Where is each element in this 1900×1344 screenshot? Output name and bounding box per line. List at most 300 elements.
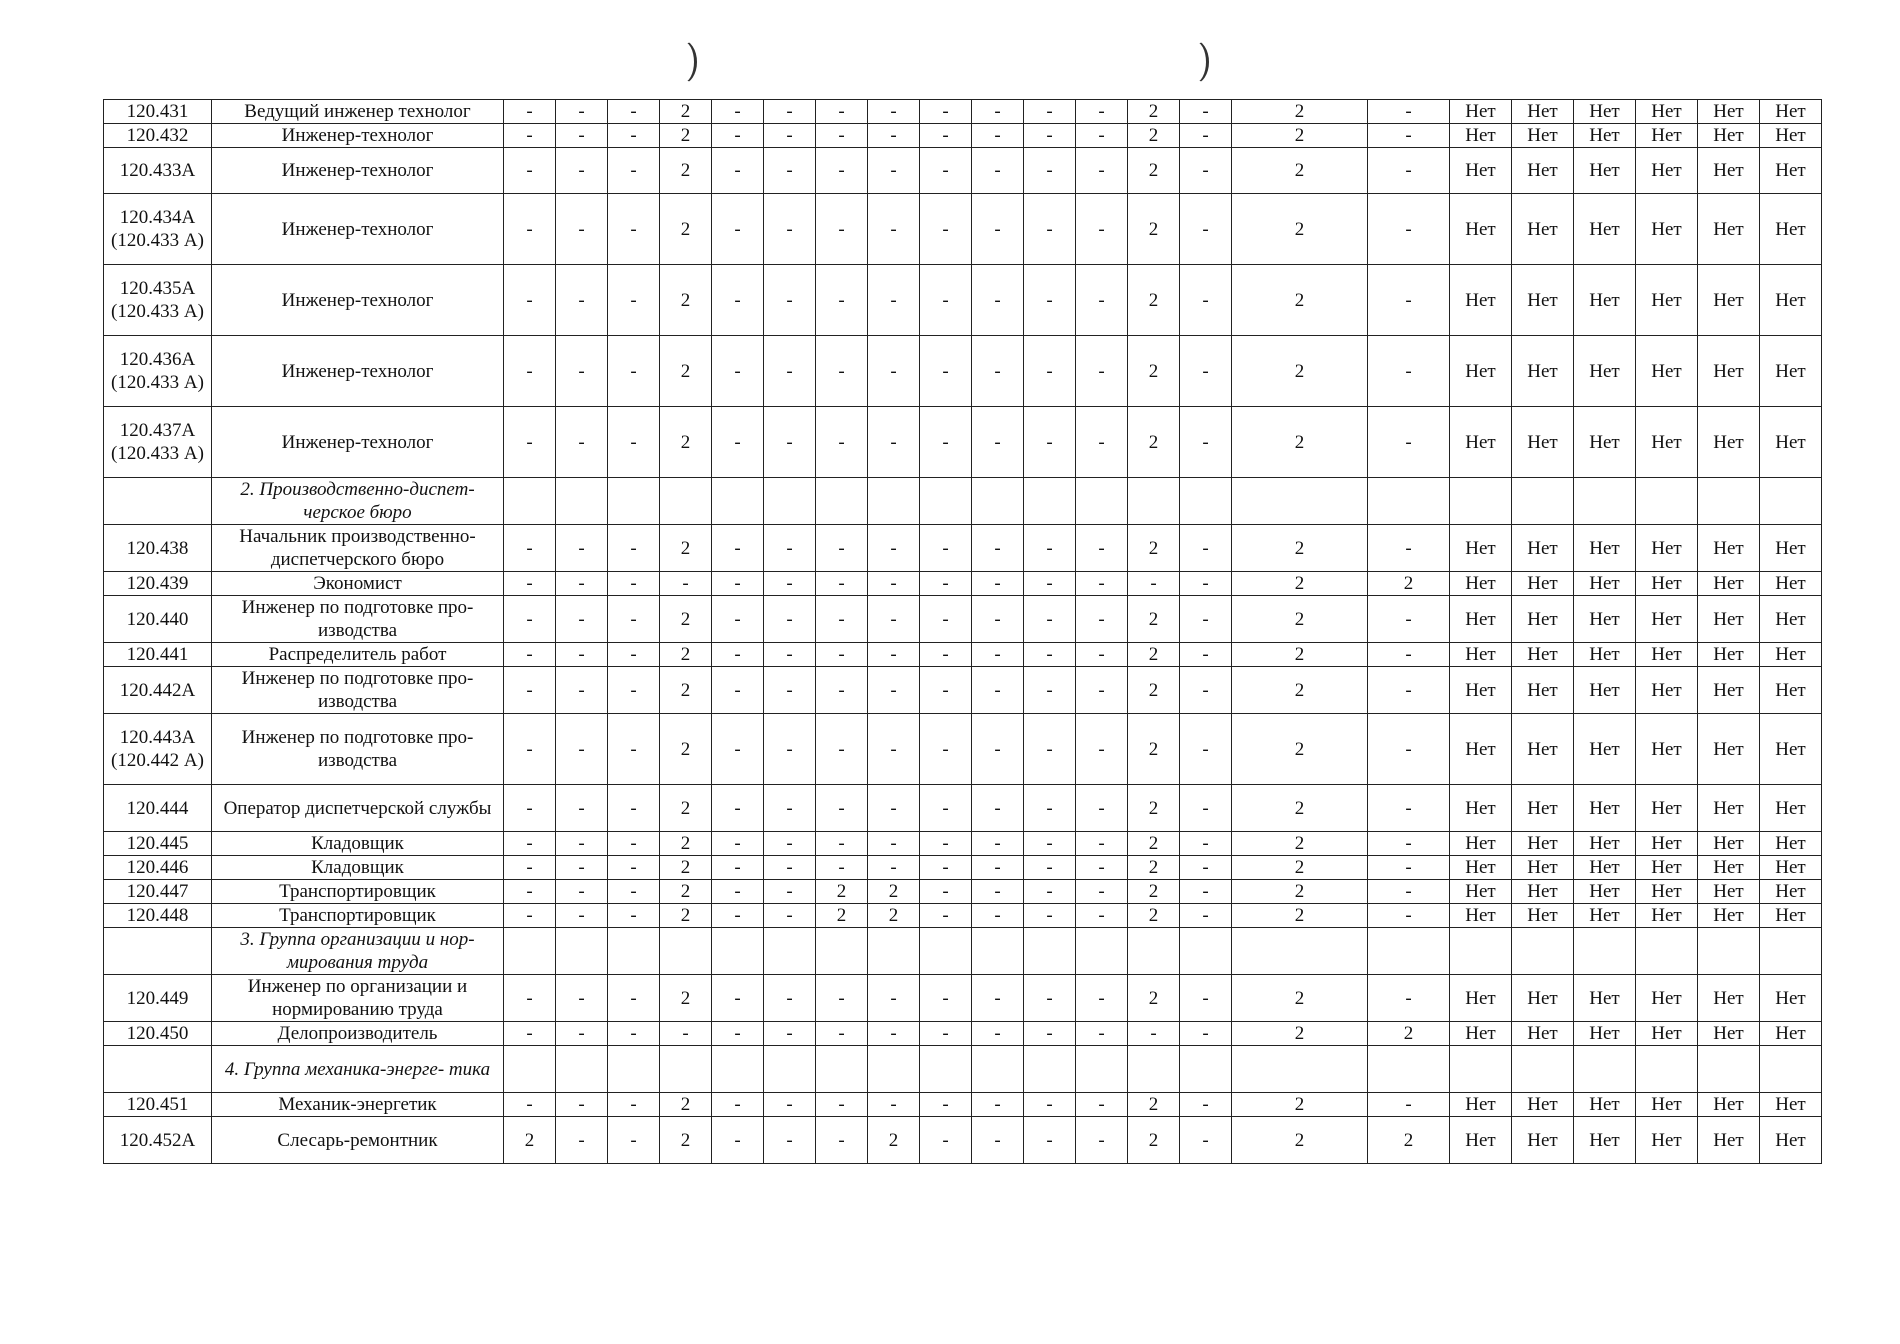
factor-class-cell: - [920, 100, 972, 124]
factor-class-cell: - [868, 714, 920, 785]
guarantee-cell: Нет [1760, 714, 1822, 785]
factor-class-cell: - [972, 643, 1024, 667]
factor-class-cell: 2 [660, 596, 712, 643]
factor-class-cell: - [1024, 880, 1076, 904]
factor-class-cell: - [1128, 1022, 1180, 1046]
factor-class-cell: 2 [1232, 1117, 1368, 1164]
factor-class-cell: - [608, 714, 660, 785]
factor-class-cell: - [1076, 265, 1128, 336]
factor-class-cell: - [920, 643, 972, 667]
factor-class-cell: - [504, 100, 556, 124]
factor-class-cell: - [1024, 525, 1076, 572]
guarantee-cell: Нет [1698, 643, 1760, 667]
guarantee-cell: Нет [1574, 407, 1636, 478]
factor-class-cell [712, 928, 764, 975]
factor-class-cell: - [504, 785, 556, 832]
factor-class-cell: 2 [1232, 265, 1368, 336]
guarantee-cell: Нет [1698, 832, 1760, 856]
position-name-cell: Начальник производственно- диспетчерского бюро [212, 525, 504, 572]
guarantee-cell: Нет [1450, 832, 1512, 856]
factor-class-cell [504, 478, 556, 525]
factor-class-cell: - [712, 572, 764, 596]
factor-class-cell [608, 478, 660, 525]
factor-class-cell: - [972, 832, 1024, 856]
workplace-code-cell: 120.444 [104, 785, 212, 832]
guarantee-cell: Нет [1574, 714, 1636, 785]
guarantee-cell: Нет [1574, 667, 1636, 714]
guarantee-cell: Нет [1636, 667, 1698, 714]
factor-class-cell: - [712, 336, 764, 407]
factor-class-cell: 2 [1232, 100, 1368, 124]
factor-class-cell: - [712, 904, 764, 928]
factor-class-cell: - [556, 714, 608, 785]
factor-class-cell: - [712, 148, 764, 194]
factor-class-cell: - [868, 407, 920, 478]
factor-class-cell: - [608, 1117, 660, 1164]
factor-class-cell [504, 928, 556, 975]
guarantee-cell [1450, 478, 1512, 525]
guarantee-cell: Нет [1512, 148, 1574, 194]
factor-class-cell: - [1024, 572, 1076, 596]
guarantee-cell: Нет [1698, 148, 1760, 194]
factor-class-cell: - [764, 975, 816, 1022]
guarantee-cell: Нет [1636, 904, 1698, 928]
factor-class-cell: - [1180, 785, 1232, 832]
factor-class-cell: - [504, 336, 556, 407]
factor-class-cell: - [920, 1022, 972, 1046]
factor-class-cell [1024, 928, 1076, 975]
guarantee-cell [1512, 928, 1574, 975]
factor-class-cell: - [608, 100, 660, 124]
factor-class-cell: - [764, 1117, 816, 1164]
table-row [104, 714, 1822, 785]
workplace-code-cell: 120.445 [104, 832, 212, 856]
factor-class-cell: - [1076, 407, 1128, 478]
factor-class-cell: - [504, 1022, 556, 1046]
factor-class-cell [972, 1046, 1024, 1093]
factor-class-cell: - [1180, 194, 1232, 265]
factor-class-cell: - [1180, 336, 1232, 407]
factor-class-cell: - [1076, 572, 1128, 596]
guarantee-cell: Нет [1636, 407, 1698, 478]
factor-class-cell [816, 928, 868, 975]
factor-class-cell: - [608, 407, 660, 478]
factor-class-cell: - [1368, 975, 1450, 1022]
guarantee-cell [1450, 928, 1512, 975]
guarantee-cell [1636, 928, 1698, 975]
factor-class-cell: - [920, 525, 972, 572]
factor-class-cell: - [1368, 100, 1450, 124]
position-name-cell: Кладовщик [212, 856, 504, 880]
guarantee-cell [1512, 1046, 1574, 1093]
guarantee-cell: Нет [1450, 904, 1512, 928]
factor-class-cell: - [1368, 714, 1450, 785]
factor-class-cell: - [608, 643, 660, 667]
table-row [104, 667, 1822, 714]
workplace-code-cell: 120.434А (120.433 А) [104, 194, 212, 265]
factor-class-cell: - [816, 148, 868, 194]
factor-class-cell: 2 [660, 904, 712, 928]
factor-class-cell: 2 [868, 1117, 920, 1164]
factor-class-cell: 2 [660, 336, 712, 407]
table-row [104, 124, 1822, 148]
guarantee-cell: Нет [1450, 336, 1512, 407]
factor-class-cell: 2 [504, 1117, 556, 1164]
position-name-cell: Инженер-технолог [212, 265, 504, 336]
factor-class-cell: - [712, 975, 764, 1022]
guarantee-cell: Нет [1574, 525, 1636, 572]
factor-class-cell: - [972, 667, 1024, 714]
guarantee-cell: Нет [1698, 265, 1760, 336]
factor-class-cell: - [556, 265, 608, 336]
factor-class-cell: - [608, 194, 660, 265]
factor-class-cell: - [972, 194, 1024, 265]
factor-class-cell: - [556, 856, 608, 880]
factor-class-cell: - [1024, 148, 1076, 194]
factor-class-cell: - [972, 1093, 1024, 1117]
factor-class-cell: 2 [660, 1093, 712, 1117]
factor-class-cell: 2 [1368, 1117, 1450, 1164]
guarantee-cell: Нет [1636, 124, 1698, 148]
factor-class-cell: - [504, 572, 556, 596]
factor-class-cell [660, 478, 712, 525]
position-name-cell: Инженер по подготовке про- изводства [212, 714, 504, 785]
factor-class-cell: - [556, 880, 608, 904]
factor-class-cell [972, 928, 1024, 975]
workplace-code-cell: 120.452А [104, 1117, 212, 1164]
guarantee-cell: Нет [1512, 525, 1574, 572]
factor-class-cell: - [816, 336, 868, 407]
workplace-code-cell: 120.433А [104, 148, 212, 194]
factor-class-cell: - [504, 265, 556, 336]
position-name-cell: Распределитель работ [212, 643, 504, 667]
factor-class-cell: 2 [660, 667, 712, 714]
factor-class-cell: - [920, 904, 972, 928]
workplace-code-cell [104, 478, 212, 525]
guarantee-cell: Нет [1574, 100, 1636, 124]
guarantee-cell: Нет [1760, 1022, 1822, 1046]
position-name-cell: Оператор диспетчерской службы [212, 785, 504, 832]
factor-class-cell: - [1024, 1117, 1076, 1164]
guarantee-cell: Нет [1698, 1022, 1760, 1046]
factor-class-cell: - [712, 880, 764, 904]
position-name-cell: Экономист [212, 572, 504, 596]
factor-class-cell [1232, 928, 1368, 975]
position-name-cell: Ведущий инженер технолог [212, 100, 504, 124]
guarantee-cell: Нет [1760, 1093, 1822, 1117]
factor-class-cell: - [1368, 525, 1450, 572]
table-row [104, 832, 1822, 856]
factor-class-cell: - [712, 643, 764, 667]
factor-class-cell: 2 [1128, 596, 1180, 643]
factor-class-cell: - [868, 265, 920, 336]
factor-class-cell: - [1076, 785, 1128, 832]
factor-class-cell [1368, 478, 1450, 525]
factor-class-cell: 2 [660, 975, 712, 1022]
factor-class-cell [920, 928, 972, 975]
factor-class-cell: - [1076, 643, 1128, 667]
factor-class-cell: - [868, 667, 920, 714]
guarantee-cell: Нет [1698, 904, 1760, 928]
factor-class-cell [816, 1046, 868, 1093]
factor-class-cell: - [608, 148, 660, 194]
factor-class-cell: 2 [1232, 124, 1368, 148]
factor-class-cell: - [816, 714, 868, 785]
guarantee-cell [1512, 478, 1574, 525]
factor-class-cell: - [972, 100, 1024, 124]
position-name-cell: Делопроизводитель [212, 1022, 504, 1046]
factor-class-cell: - [920, 148, 972, 194]
factor-class-cell: - [764, 880, 816, 904]
guarantee-cell: Нет [1698, 407, 1760, 478]
factor-class-cell: - [1076, 1117, 1128, 1164]
section-row [104, 478, 1822, 525]
factor-class-cell [608, 928, 660, 975]
factor-class-cell: - [1024, 1093, 1076, 1117]
workplace-code-cell: 120.437А (120.433 А) [104, 407, 212, 478]
factor-class-cell [712, 1046, 764, 1093]
factor-class-cell: - [1180, 1117, 1232, 1164]
factor-class-cell: - [1024, 194, 1076, 265]
factor-class-cell: - [1180, 667, 1232, 714]
factor-class-cell: - [556, 596, 608, 643]
factor-class-cell: - [920, 1093, 972, 1117]
guarantee-cell: Нет [1698, 880, 1760, 904]
factor-class-cell: - [764, 832, 816, 856]
factor-class-cell [660, 1046, 712, 1093]
guarantee-cell: Нет [1450, 407, 1512, 478]
guarantee-cell: Нет [1760, 785, 1822, 832]
guarantee-cell: Нет [1760, 643, 1822, 667]
guarantee-cell: Нет [1574, 785, 1636, 832]
factor-class-cell: - [972, 265, 1024, 336]
factor-class-cell [764, 928, 816, 975]
guarantee-cell: Нет [1698, 124, 1760, 148]
factor-class-cell: 2 [1232, 856, 1368, 880]
factor-class-cell [1368, 928, 1450, 975]
factor-class-cell [868, 1046, 920, 1093]
guarantee-cell: Нет [1450, 856, 1512, 880]
section-title-cell: 3. Группа организации и нор- мирования труда [212, 928, 504, 975]
guarantee-cell: Нет [1636, 880, 1698, 904]
factor-class-cell: - [764, 336, 816, 407]
factor-class-cell: - [712, 100, 764, 124]
factor-class-cell: - [1024, 856, 1076, 880]
guarantee-cell [1760, 928, 1822, 975]
factor-class-cell: - [1180, 880, 1232, 904]
factor-class-cell: - [868, 785, 920, 832]
guarantee-cell: Нет [1636, 265, 1698, 336]
guarantee-cell: Нет [1574, 1093, 1636, 1117]
factor-class-cell: - [1368, 643, 1450, 667]
factor-class-cell: - [556, 785, 608, 832]
guarantee-cell: Нет [1512, 832, 1574, 856]
factor-class-cell: - [504, 904, 556, 928]
factor-class-cell: - [868, 100, 920, 124]
factor-class-cell: - [868, 525, 920, 572]
table-row [104, 1117, 1822, 1164]
factor-class-cell [712, 478, 764, 525]
factor-class-cell: - [764, 1022, 816, 1046]
factor-class-cell: - [504, 880, 556, 904]
factor-class-cell: - [1076, 904, 1128, 928]
guarantee-cell: Нет [1636, 975, 1698, 1022]
factor-class-cell: - [1024, 100, 1076, 124]
factor-class-cell: - [1368, 785, 1450, 832]
factor-class-cell: - [1024, 832, 1076, 856]
factor-class-cell: 2 [1128, 148, 1180, 194]
factor-class-cell: - [920, 572, 972, 596]
guarantee-cell: Нет [1760, 1117, 1822, 1164]
guarantee-cell: Нет [1450, 124, 1512, 148]
factor-class-cell: - [764, 714, 816, 785]
guarantee-cell: Нет [1636, 1093, 1698, 1117]
guarantee-cell: Нет [1512, 194, 1574, 265]
guarantee-cell: Нет [1512, 572, 1574, 596]
factor-class-cell: - [660, 1022, 712, 1046]
guarantee-cell: Нет [1636, 596, 1698, 643]
guarantee-cell: Нет [1698, 667, 1760, 714]
guarantee-cell: Нет [1636, 714, 1698, 785]
table-row [104, 975, 1822, 1022]
factor-class-cell: 2 [1128, 407, 1180, 478]
factor-class-cell: 2 [1128, 525, 1180, 572]
factor-class-cell: - [1180, 525, 1232, 572]
guarantee-cell: Нет [1574, 880, 1636, 904]
factor-class-cell: - [608, 880, 660, 904]
section-title-cell: 2. Производственно-диспет- черское бюро [212, 478, 504, 525]
factor-class-cell: 2 [660, 880, 712, 904]
factor-class-cell: - [816, 1022, 868, 1046]
factor-class-cell: - [608, 336, 660, 407]
factor-class-cell: - [920, 714, 972, 785]
position-name-cell: Механик-энергетик [212, 1093, 504, 1117]
factor-class-cell: - [712, 525, 764, 572]
factor-class-cell [1232, 478, 1368, 525]
punch-hole-mark-right [1180, 40, 1209, 84]
factor-class-cell: - [972, 975, 1024, 1022]
factor-class-cell: - [816, 194, 868, 265]
guarantee-cell: Нет [1698, 525, 1760, 572]
guarantee-cell: Нет [1760, 525, 1822, 572]
factor-class-cell: - [1368, 407, 1450, 478]
table-row [104, 265, 1822, 336]
guarantee-cell: Нет [1574, 832, 1636, 856]
guarantee-cell: Нет [1512, 336, 1574, 407]
factor-class-cell: - [1180, 148, 1232, 194]
factor-class-cell: - [972, 407, 1024, 478]
factor-class-cell: 2 [660, 124, 712, 148]
factor-class-cell: 2 [660, 100, 712, 124]
factor-class-cell: - [1024, 785, 1076, 832]
table-row [104, 1022, 1822, 1046]
factor-class-cell: - [868, 975, 920, 1022]
factor-class-cell: - [920, 856, 972, 880]
factor-class-cell: - [1368, 124, 1450, 148]
factor-class-cell: - [504, 596, 556, 643]
position-name-cell: Инженер-технолог [212, 407, 504, 478]
guarantee-cell: Нет [1698, 572, 1760, 596]
guarantee-cell: Нет [1450, 975, 1512, 1022]
factor-class-cell: - [712, 856, 764, 880]
factor-class-cell: - [1128, 572, 1180, 596]
workplace-code-cell [104, 1046, 212, 1093]
section-row [104, 928, 1822, 975]
factor-class-cell: - [1180, 975, 1232, 1022]
factor-class-cell: - [608, 572, 660, 596]
factor-class-cell: - [972, 1117, 1024, 1164]
guarantee-cell: Нет [1574, 643, 1636, 667]
factor-class-cell: 2 [1232, 572, 1368, 596]
guarantee-cell: Нет [1512, 667, 1574, 714]
factor-class-cell: - [920, 880, 972, 904]
factor-class-cell: - [764, 265, 816, 336]
guarantee-cell [1636, 478, 1698, 525]
factor-class-cell [816, 478, 868, 525]
factor-class-cell: - [1076, 124, 1128, 148]
guarantee-cell [1574, 1046, 1636, 1093]
guarantee-cell: Нет [1574, 572, 1636, 596]
factor-class-cell: - [972, 124, 1024, 148]
factor-class-cell: - [608, 525, 660, 572]
factor-class-cell: - [764, 407, 816, 478]
guarantee-cell: Нет [1760, 975, 1822, 1022]
guarantee-cell: Нет [1574, 856, 1636, 880]
position-name-cell: Транспортировщик [212, 880, 504, 904]
factor-class-cell: - [1368, 667, 1450, 714]
factor-class-cell [1076, 478, 1128, 525]
factor-class-cell: 2 [1232, 880, 1368, 904]
factor-class-cell: 2 [660, 194, 712, 265]
factor-class-cell: 2 [660, 643, 712, 667]
factor-class-cell: - [1076, 100, 1128, 124]
factor-class-cell: - [504, 832, 556, 856]
factor-class-cell: - [1180, 100, 1232, 124]
guarantee-cell [1698, 928, 1760, 975]
factor-class-cell: - [608, 856, 660, 880]
guarantee-cell: Нет [1450, 572, 1512, 596]
guarantee-cell: Нет [1636, 643, 1698, 667]
factor-class-cell: - [712, 194, 764, 265]
factor-class-cell: - [868, 572, 920, 596]
factor-class-cell: - [972, 596, 1024, 643]
factor-class-cell: - [972, 572, 1024, 596]
position-name-cell: Инженер-технолог [212, 336, 504, 407]
factor-class-cell: - [868, 148, 920, 194]
factor-class-cell: - [1180, 714, 1232, 785]
guarantee-cell: Нет [1512, 975, 1574, 1022]
factor-class-cell: - [764, 596, 816, 643]
factor-class-cell: 2 [1232, 1022, 1368, 1046]
factor-class-cell: - [1024, 643, 1076, 667]
factor-class-cell: - [556, 124, 608, 148]
factor-class-cell: - [1076, 596, 1128, 643]
factor-class-cell: - [504, 525, 556, 572]
factor-class-cell: - [712, 714, 764, 785]
factor-class-cell: - [556, 667, 608, 714]
table-row [104, 572, 1822, 596]
guarantee-cell: Нет [1760, 856, 1822, 880]
factor-class-cell: - [504, 194, 556, 265]
factor-class-cell: - [868, 596, 920, 643]
guarantee-cell: Нет [1698, 336, 1760, 407]
factor-class-cell: - [504, 714, 556, 785]
factor-class-cell: 2 [1232, 407, 1368, 478]
factor-class-cell: - [868, 124, 920, 148]
factor-class-cell: - [920, 336, 972, 407]
factor-class-cell: - [764, 194, 816, 265]
guarantee-cell: Нет [1636, 148, 1698, 194]
